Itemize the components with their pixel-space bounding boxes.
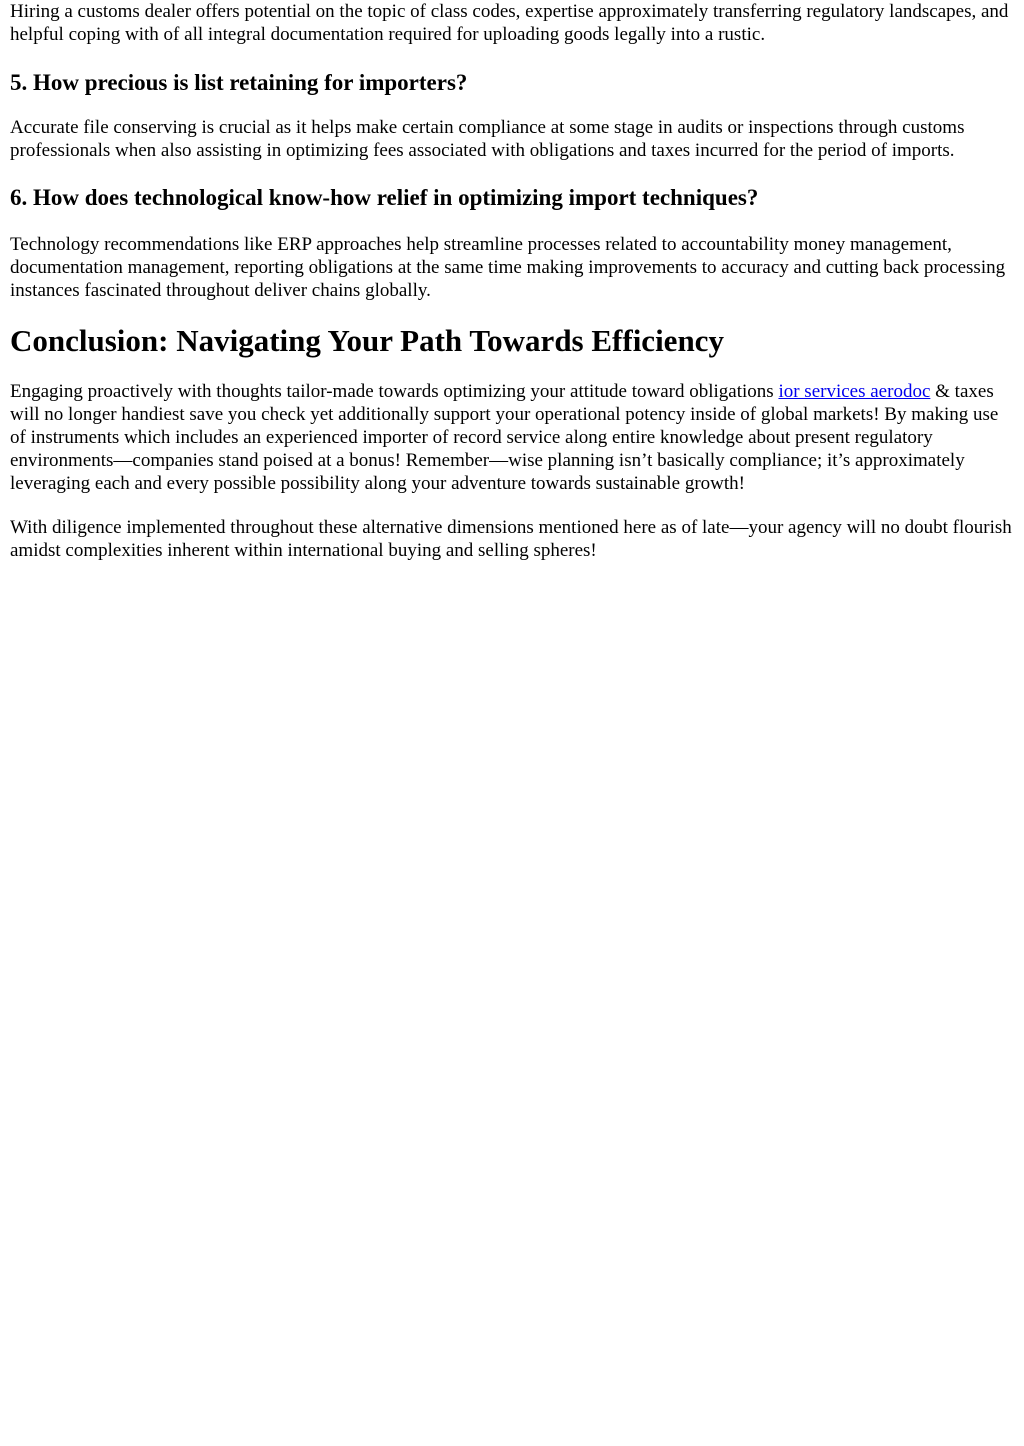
conclusion-heading: Conclusion: Navigating Your Path Towards Efficiency — [10, 323, 724, 358]
faq-answer-6: Technology recommendations like ERP approaches help streamline processes related to accountability money management, documentation management, reporting obligations at the same time making improvements to accuracy and cutting back processing instances fascinated throughout deliver chains globally. — [10, 234, 1006, 301]
faq-heading-5: 5. How precious is list retaining for importers? — [10, 70, 468, 95]
conclusion-text-after-link: & taxes will no longer handiest save you check yet additionally support your operational potency inside of global markets! By making use of instruments which includes an experienced importer of record service along entire knowledge about present regulatory environments—companies stand poised at a bonus! Remember—wise planning isn’t basically compliance; it’s approximately leveraging each and every possible possibility along your adventure towards sustainable growth! — [10, 381, 999, 494]
document-page — [0, 0, 1024, 562]
conclusion-paragraph-2: With diligence implemented throughout these alternative dimensions mentioned here as of late—your agency will no doubt flourish amidst complexities inherent within international buying and selling spheres! — [10, 517, 1012, 561]
conclusion-paragraph-1 — [10, 380, 1014, 495]
conclusion-text-before-link: Engaging proactively with thoughts tailor-made towards optimizing your attitude toward obligations — [10, 381, 779, 402]
faq-heading-6: 6. How does technological know-how relief in optimizing import techniques? — [10, 185, 759, 210]
intro-paragraph: Hiring a customs dealer offers potential on the topic of class codes, expertise approximately transferring regulatory landscapes, and helpful coping with of all integral documentation required for uploading goods legally into a rustic. — [10, 1, 1009, 45]
ior-services-link[interactable]: ior services aerodoc — [778, 381, 931, 402]
faq-answer-5: Accurate file conserving is crucial as it helps make certain compliance at some stage in audits or inspections through customs professionals when also assisting in optimizing fees associated with obligations and taxes incurred for the period of imports. — [10, 117, 965, 161]
